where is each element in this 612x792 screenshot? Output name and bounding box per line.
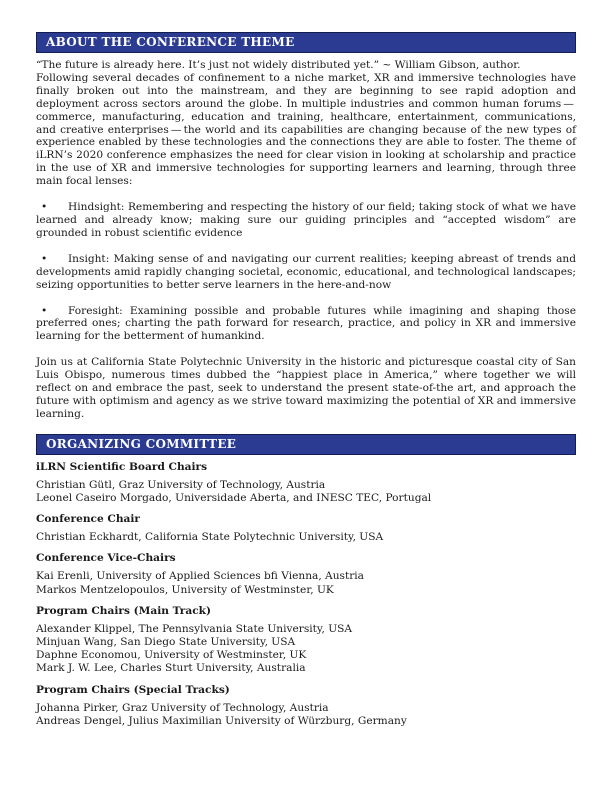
committee-member: Daphne Economou, University of Westminster, UK — [36, 649, 307, 662]
intro-paragraph: Following several decades of confinement to a niche market, XR and immersive technologies have finally broken out into the mainstream, and they are beginning to see rapid adoption and deployment across sectors around the globe. In multiple industries and common human forums — commerce, manufacturing, education and training, healthcare, entertainment, communications, and creative enterprises — the world and its capabilities are changing because of the new types of experience enabled by these technologies and the connections they are able to foster. The theme of iLRN’s 2020 conference emphasizes the need for clear vision in looking at scholarship and practice in the use of XR and immersive technologies for supporting learners and learning, through three main focal lenses: — [36, 71, 576, 188]
committee-group-heading-conference-chair: Conference Chair — [36, 513, 141, 526]
committee-member: Leonel Caseiro Morgado, Universidade Aberta, and INESC TEC, Portugal — [36, 491, 432, 504]
section-header-about-theme — [36, 32, 576, 53]
bullet-icon: • — [41, 304, 48, 317]
section-header-organizing-committee — [36, 434, 576, 455]
committee-member: Mark J. W. Lee, Charles Sturt University, Australia — [36, 662, 306, 675]
closing-paragraph: Join us at California State Polytechnic University in the historic and picturesque coastal city of San Luis Obispo, numerous times dubbed the “happiest place in America,” where together we will reflect on and embrace the past, seek to understand the present state-of-the art, and approach the future with optimism and agency as we strive toward maximizing the potential of XR and immersive learning. — [36, 356, 576, 420]
bullet-icon: • — [41, 252, 48, 265]
committee-member: Andreas Dengel, Julius Maximilian University of Würzburg, Germany — [36, 714, 407, 727]
committee-group-heading-vice-chairs: Conference Vice-Chairs — [36, 552, 176, 565]
committee-member: Minjuan Wang, San Diego State University, USA — [36, 635, 296, 648]
committee-member: Christian Eckhardt, California State Polytechnic University, USA — [36, 531, 384, 544]
bullet-text-hindsight: Hindsight: Remembering and respecting the history of our field; taking stock of what we have learned and already know; making sure our guiding principles and “accepted wisdom” are grounded in robust scientific evidence — [36, 201, 576, 239]
committee-member: Markos Mentzelopoulos, University of Westminster, UK — [36, 583, 334, 596]
committee-member: Christian Gütl, Graz University of Technology, Austria — [36, 478, 326, 491]
section-title-committee: ORGANIZING COMMITTEE — [46, 436, 237, 451]
spacer — [36, 240, 576, 253]
committee-member: Johanna Pirker, Graz University of Technology, Austria — [36, 701, 329, 714]
committee-member: Alexander Klippel, The Pennsylvania State University, USA — [36, 622, 353, 635]
committee-group-heading-program-chairs-special: Program Chairs (Special Tracks) — [36, 683, 230, 696]
committee-member: Kai Erenli, University of Applied Sciences bfi Vienna, Austria — [36, 570, 364, 583]
bullet-item-foresight — [36, 305, 576, 344]
committee-group-heading-scientific-board: iLRN Scientific Board Chairs — [36, 460, 208, 473]
bullet-text-foresight: Foresight: Examining possible and probable futures while imagining and shaping those preferred ones; charting the path forward for research, practice, and policy in XR and immersive learning for the betterment of humankind. — [36, 304, 576, 343]
spacer — [36, 434, 576, 455]
committee-group-heading-program-chairs-main: Program Chairs (Main Track) — [36, 604, 211, 617]
section-title-about: ABOUT THE CONFERENCE THEME — [46, 35, 295, 49]
bullet-item-insight — [36, 253, 576, 292]
bullet-item-hindsight — [36, 201, 576, 240]
spacer — [36, 292, 576, 305]
bullet-icon: • — [41, 201, 48, 214]
quote-line: “The future is already here. It’s just not widely distributed yet.” ~ William Gibson, author. — [36, 59, 521, 71]
spacer — [36, 343, 576, 356]
spacer — [36, 188, 576, 201]
bullet-text-insight: Insight: Making sense of and navigating our current realities; keeping abreast of trends and developments amid rapidly changing societal, economic, educational, and technological landscapes; seizing opportunities to better serve learners in the here-and-now — [36, 252, 576, 291]
